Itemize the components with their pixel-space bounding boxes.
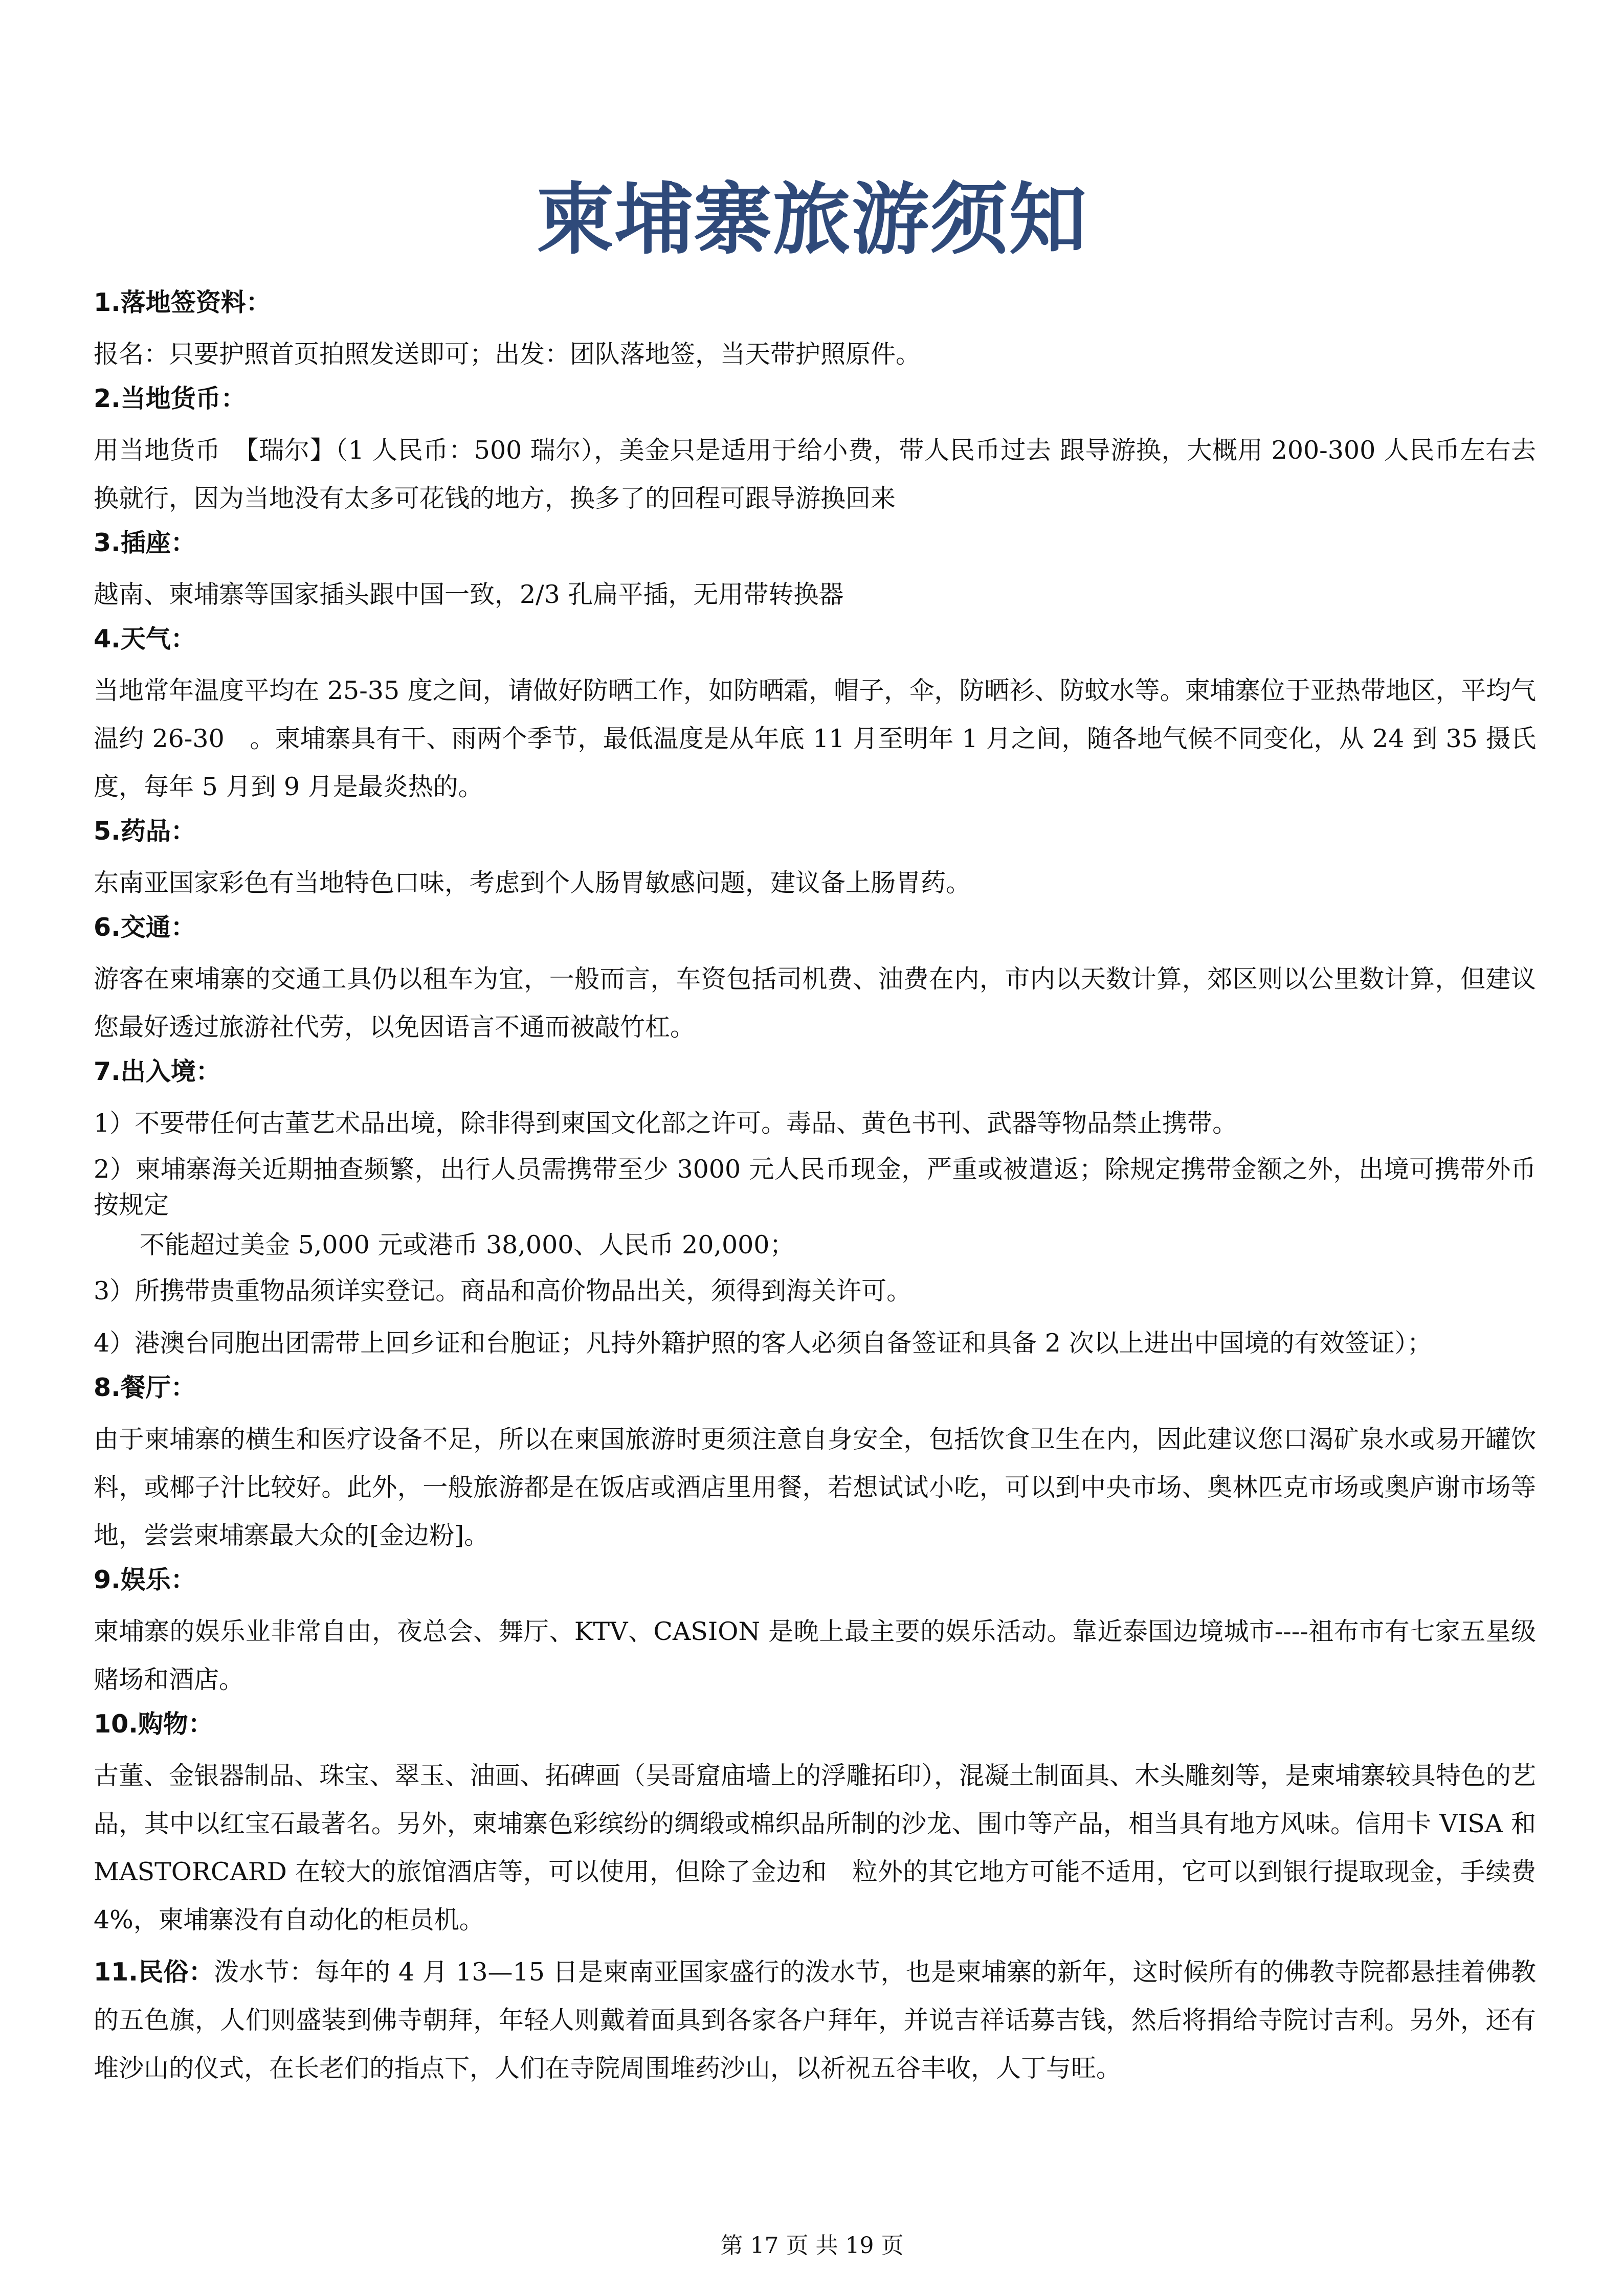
page-footer: 第 17 页 共 19 页 [720, 2233, 904, 2259]
section-paragraph: 不能超过美金 5,000 元或港币 38,000、人民币 20,000； [140, 1230, 795, 1259]
section-heading: 8.餐厅： [94, 1373, 196, 1402]
section-heading: 11.民俗： [94, 1957, 214, 1987]
section-paragraph: 用当地货币 【瑞尔】（1 人民币：500 瑞尔），美金只是适用于给小费，带人民币过去 跟导游换，大概用 200-300 人民币左右去换就行，因为当地没有太多可花钱的地方，换多了的回程可跟导游换回来 [94, 436, 1536, 513]
section-paragraph-inline [94, 1948, 1536, 2092]
section-customs [94, 1055, 1536, 1367]
section-paragraph: 由于柬埔寨的横生和医疗设备不足，所以在柬国旅游时更须注意自身安全，包括饮食卫生在内，因此建议您口渴矿泉水或易开罐饮料，或椰子汁比较好。此外，一般旅游都是在饭店或酒店里用餐，若想试试小吃，可以到中央市场、奥林匹克市场或奥庐谢市场等地，尝尝柬埔寨最大众的[金边粉]。 [94, 1425, 1536, 1550]
section-paragraph: 越南、柬埔寨等国家插头跟中国一致，2/3 孔扁平插，无用带转换器 [94, 580, 844, 609]
section-paragraph: 柬埔寨的娱乐业非常自由，夜总会、舞厅、KTV、CASION 是晚上最主要的娱乐活动。靠近泰国边境城市----祖布市有七家五星级赌场和酒店。 [94, 1617, 1536, 1694]
section-paragraph: 游客在柬埔寨的交通工具仍以租车为宜，一般而言，车资包括司机费、油费在内，市内以天数计算，郊区则以公里数计算，但建议您最好透过旅游社代劳，以免因语言不通而被敲竹杠。 [94, 964, 1536, 1042]
section-paragraph: 4）港澳台同胞出团需带上回乡证和台胞证；凡持外籍护照的客人必须自备签证和具备 2 次以上进出中国境的有效签证）； [94, 1329, 1433, 1358]
section-paragraph: 当地常年温度平均在 25-35 度之间，请做好防晒工作，如防晒霜，帽子，伞，防晒衫、防蚊水等。柬埔寨位于亚热带地区，平均气温约 26-30 。柬埔寨具有干、雨两个季节，最低温度是从年底 11 月至明年 1 月之间，随各地气候不同变化，从 24 到 35 摄氏度，每年 5 月到 9 月是最炎热的。 [94, 676, 1536, 801]
section-shopping [94, 1708, 1536, 1944]
section-visa [94, 286, 1536, 378]
section-heading: 4.天气： [94, 624, 196, 654]
section-entertainment [94, 1564, 1536, 1704]
section-paragraph: 古董、金银器制品、珠宝、翠玉、油画、拓碑画（吴哥窟庙墙上的浮雕拓印），混凝土制面具、木头雕刻等，是柬埔寨较具特色的艺品，其中以红宝石最著名。另外，柬埔寨色彩缤纷的绸缎或棉织品所制的沙龙、围巾等产品，相当具有地方风味。信用卡 VISA 和 MASTORCARD 在较大的旅馆酒店等，可以使用，但除了金边和 粒外的其它地方可能不适用，它可以到银行提取现金，手续费 4%，柬埔寨没有自动化的柜员机。 [94, 1761, 1536, 1934]
section-paragraph: 1）不要带任何古董艺术品出境，除非得到柬国文化部之许可。毒品、黄色书刊、武器等物品禁止携带。 [94, 1109, 1238, 1138]
page-title: 柬埔寨旅游须知 [536, 174, 1088, 265]
section-heading: 7.出入境： [94, 1057, 221, 1086]
section-paragraph-text: 泼水节：每年的 4 月 13—15 日是柬南亚国家盛行的泼水节，也是柬埔寨的新年，这时候所有的佛教寺院都悬挂着佛教的五色旗，人们则盛装到佛寺朝拜，年轻人则戴着面具到各家各户拜年，并说吉祥话募吉钱，然后将捐给寺院讨吉利。另外，还有堆沙山的仪式，在长老们的指点下，人们在寺院周围堆药沙山，以祈祝五谷丰收，人丁与旺。 [94, 1957, 1536, 2083]
document-body [94, 286, 1536, 2097]
section-paragraph: 东南亚国家彩色有当地特色口味，考虑到个人肠胃敏感问题，建议备上肠胃药。 [94, 868, 971, 897]
section-medicine [94, 815, 1536, 907]
section-weather [94, 623, 1536, 811]
section-paragraph: 报名：只要护照首页拍照发送即可；出发：团队落地签，当天带护照原件。 [94, 340, 921, 369]
section-heading: 2.当地货币： [94, 384, 246, 413]
section-transport [94, 911, 1536, 1051]
section-paragraph: 2）柬埔寨海关近期抽查频繁，出行人员需携带至少 3000 元人民币现金，严重或被遣返；除规定携带金额之外，出境可携带外币按规定 [94, 1155, 1536, 1220]
section-heading: 9.娱乐： [94, 1565, 196, 1594]
section-heading: 3.插座： [94, 528, 196, 557]
section-paragraph: 3）所携带贵重物品须详实登记。商品和高价物品出关，须得到海关许可。 [94, 1276, 912, 1305]
section-currency [94, 382, 1536, 523]
section-heading: 6.交通： [94, 913, 196, 942]
section-heading: 5.药品： [94, 817, 196, 846]
section-heading: 10.购物： [94, 1709, 213, 1739]
section-restaurant [94, 1371, 1536, 1560]
section-socket [94, 527, 1536, 619]
section-heading: 1.落地签资料： [94, 288, 271, 317]
section-customs-folk [94, 1948, 1536, 2092]
